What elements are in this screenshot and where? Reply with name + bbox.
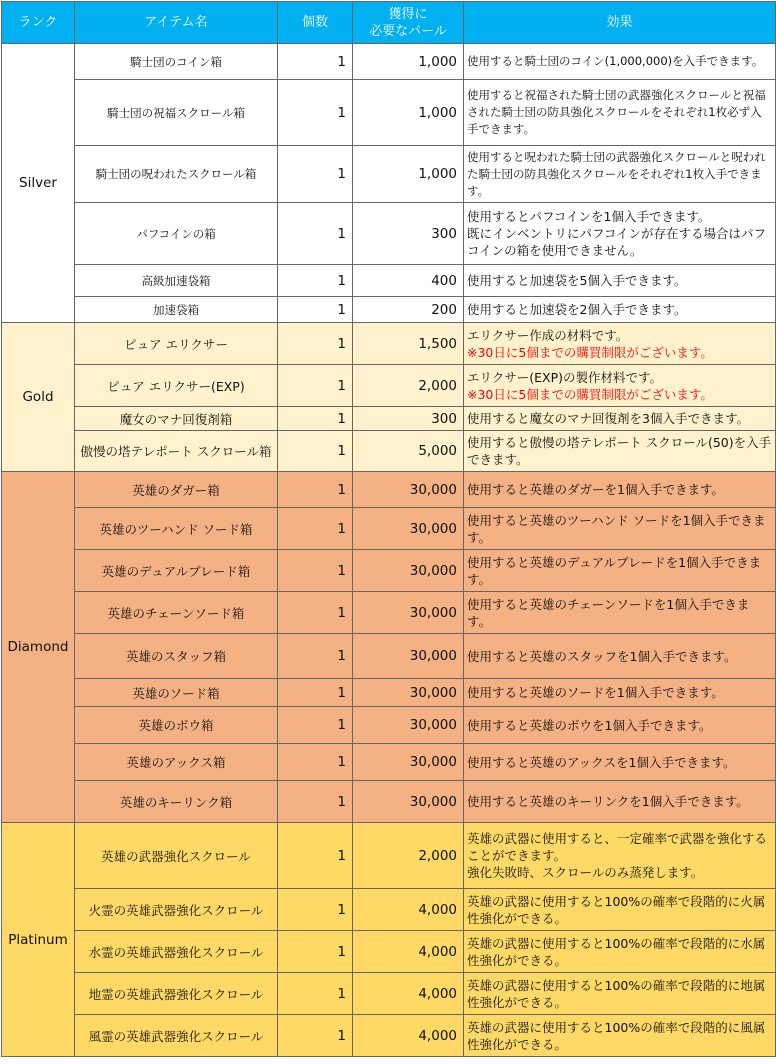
table-row <box>2 973 776 1015</box>
item-pearl: 30,000 <box>353 508 464 550</box>
table-row <box>2 889 776 931</box>
item-count: 1 <box>278 707 353 744</box>
table-row <box>2 407 776 431</box>
table-row <box>2 931 776 973</box>
item-pearl: 30,000 <box>353 707 464 744</box>
item-count: 1 <box>278 323 353 365</box>
header-row <box>2 2 776 44</box>
item-count: 1 <box>278 44 353 80</box>
item-count: 1 <box>278 407 353 431</box>
pearl-exchange-table <box>1 1 776 1057</box>
header-pearl <box>353 2 464 44</box>
item-name: ピュア エリクサー <box>75 323 278 365</box>
effect-line: 強化失敗時、スクロールのみ蒸発します。 <box>467 865 704 880</box>
item-count: 1 <box>278 823 353 889</box>
item-name: 加速袋箱 <box>75 297 278 323</box>
item-pearl: 300 <box>353 407 464 431</box>
item-pearl: 5,000 <box>353 431 464 472</box>
item-count: 1 <box>278 265 353 297</box>
item-name: 英雄のチェーンソード箱 <box>75 592 278 634</box>
item-effect: 英雄の武器に使用すると100%の確率で段階的に水属性強化ができる。 <box>464 931 776 973</box>
rank-platinum: Platinum <box>2 823 75 1057</box>
item-count: 1 <box>278 203 353 265</box>
item-count: 1 <box>278 744 353 781</box>
item-count: 1 <box>278 472 353 508</box>
item-pearl: 1,000 <box>353 44 464 80</box>
table-row <box>2 80 776 146</box>
item-name: 英雄の武器強化スクロール <box>75 823 278 889</box>
table-row <box>2 1015 776 1057</box>
rank-gold: Gold <box>2 323 75 472</box>
rank-diamond: Diamond <box>2 472 75 823</box>
table-row <box>2 365 776 407</box>
item-pearl: 4,000 <box>353 931 464 973</box>
item-effect: 使用すると英雄のソードを1個入手できます。 <box>464 679 776 707</box>
item-name: 英雄のボウ箱 <box>75 707 278 744</box>
item-pearl: 30,000 <box>353 592 464 634</box>
table-row <box>2 707 776 744</box>
effect-line: 使用するとパフコインを1個入手できます。 <box>467 209 711 224</box>
item-pearl: 1,000 <box>353 80 464 146</box>
effect-line: エリクサー作成の材料です。 <box>467 327 629 343</box>
item-name: 水霊の英雄武器強化スクロール <box>75 931 278 973</box>
item-name: 高級加速袋箱 <box>75 265 278 297</box>
table-row <box>2 44 776 80</box>
item-pearl: 400 <box>353 265 464 297</box>
header-pearl-line2: 必要なパール <box>369 23 447 39</box>
item-effect: 使用すると英雄のデュアルブレードを1個入手できます。 <box>464 550 776 592</box>
table-row <box>2 508 776 550</box>
table-row <box>2 634 776 679</box>
item-effect <box>464 203 776 265</box>
table-row <box>2 823 776 889</box>
item-effect: 使用すると魔女のマナ回復剤を3個入手できます。 <box>464 407 776 431</box>
item-effect <box>464 823 776 889</box>
purchase-limit-note: ※30日に5個までの購買制限がございます。 <box>467 386 713 402</box>
item-count: 1 <box>278 634 353 679</box>
item-count: 1 <box>278 431 353 472</box>
item-count: 1 <box>278 679 353 707</box>
effect-line: 英雄の武器に使用すると、一定確率で武器を強化することができます。 <box>467 831 768 863</box>
item-effect: 使用すると加速袋を5個入手できます。 <box>464 265 776 297</box>
item-name: 風霊の英雄武器強化スクロール <box>75 1015 278 1057</box>
item-name: 英雄のキーリンク箱 <box>75 781 278 823</box>
item-pearl: 2,000 <box>353 823 464 889</box>
item-pearl: 30,000 <box>353 744 464 781</box>
table-row <box>2 550 776 592</box>
item-name: 傲慢の塔テレポート スクロール箱 <box>75 431 278 472</box>
item-count: 1 <box>278 889 353 931</box>
item-pearl: 2,000 <box>353 365 464 407</box>
item-effect: 英雄の武器に使用すると100%の確率で段階的に風属性強化ができる。 <box>464 1015 776 1057</box>
item-pearl: 300 <box>353 203 464 265</box>
item-count: 1 <box>278 781 353 823</box>
item-effect: 使用すると呪われた騎士団の武器強化スクロールと呪われた騎士団の防具強化スクロールをそれぞれ1枚入手できます。 <box>464 146 776 203</box>
item-name: 英雄のスタッフ箱 <box>75 634 278 679</box>
table-row <box>2 265 776 297</box>
item-effect: 使用すると英雄のチェーンソードを1個入手できます。 <box>464 592 776 634</box>
item-pearl: 4,000 <box>353 889 464 931</box>
item-pearl: 4,000 <box>353 973 464 1015</box>
item-pearl: 1,500 <box>353 323 464 365</box>
item-count: 1 <box>278 297 353 323</box>
item-pearl: 200 <box>353 297 464 323</box>
item-effect: 使用すると騎士団のコイン(1,000,000)を入手できます。 <box>464 44 776 80</box>
header-rank: ランク <box>2 2 75 44</box>
header-count: 個数 <box>278 2 353 44</box>
effect-line: 既にインベントリにパフコインが存在する場合はパフコインの箱を使用できません。 <box>467 226 767 258</box>
table-row <box>2 203 776 265</box>
item-count: 1 <box>278 365 353 407</box>
item-pearl: 4,000 <box>353 1015 464 1057</box>
item-name: 英雄のデュアルブレード箱 <box>75 550 278 592</box>
item-name: 騎士団のコイン箱 <box>75 44 278 80</box>
item-pearl: 30,000 <box>353 781 464 823</box>
item-name: ピュア エリクサー(EXP) <box>75 365 278 407</box>
item-name: 火霊の英雄武器強化スクロール <box>75 889 278 931</box>
item-effect <box>464 365 776 407</box>
effect-line: エリクサー(EXP)の製作材料です。 <box>467 369 663 385</box>
item-name: 英雄のアックス箱 <box>75 744 278 781</box>
item-effect: 使用すると英雄のスタッフを1個入手できます。 <box>464 634 776 679</box>
item-effect: 使用すると英雄のダガーを1個入手できます。 <box>464 472 776 508</box>
item-pearl: 1,000 <box>353 146 464 203</box>
item-effect: 使用すると加速袋を2個入手できます。 <box>464 297 776 323</box>
table-row <box>2 679 776 707</box>
item-name: 英雄のダガー箱 <box>75 472 278 508</box>
table-row <box>2 297 776 323</box>
item-pearl: 30,000 <box>353 679 464 707</box>
header-item: アイテム名 <box>75 2 278 44</box>
item-count: 1 <box>278 1015 353 1057</box>
header-effect: 効果 <box>464 2 776 44</box>
item-name: パフコインの箱 <box>75 203 278 265</box>
item-name: 英雄のツーハンド ソード箱 <box>75 508 278 550</box>
item-pearl: 30,000 <box>353 550 464 592</box>
item-effect: 英雄の武器に使用すると100%の確率で段階的に地属性強化ができる。 <box>464 973 776 1015</box>
purchase-limit-note: ※30日に5個までの購買制限がございます。 <box>467 344 713 360</box>
table-row <box>2 146 776 203</box>
item-effect: 使用すると英雄のアックスを1個入手できます。 <box>464 744 776 781</box>
table-row <box>2 472 776 508</box>
item-pearl: 30,000 <box>353 472 464 508</box>
item-name: 騎士団の呪われたスクロール箱 <box>75 146 278 203</box>
item-count: 1 <box>278 80 353 146</box>
item-effect: 使用すると傲慢の塔テレポート スクロール(50)を入手できます。 <box>464 431 776 472</box>
table-row <box>2 323 776 365</box>
table-row <box>2 744 776 781</box>
item-effect: 使用すると祝福された騎士団の武器強化スクロールと祝福された騎士団の防具強化スクロールをそれぞれ1枚必ず入手できます。 <box>464 80 776 146</box>
item-effect: 使用すると英雄のツーハンド ソードを1個入手できます。 <box>464 508 776 550</box>
table-row <box>2 592 776 634</box>
item-count: 1 <box>278 146 353 203</box>
item-effect <box>464 323 776 365</box>
item-count: 1 <box>278 931 353 973</box>
item-count: 1 <box>278 508 353 550</box>
item-name: 英雄のソード箱 <box>75 679 278 707</box>
item-effect: 使用すると英雄のボウを1個入手できます。 <box>464 707 776 744</box>
item-pearl: 30,000 <box>353 634 464 679</box>
rank-silver: Silver <box>2 44 75 323</box>
item-name: 騎士団の祝福スクロール箱 <box>75 80 278 146</box>
item-count: 1 <box>278 550 353 592</box>
item-effect: 使用すると英雄のキーリンクを1個入手できます。 <box>464 781 776 823</box>
item-name: 地霊の英雄武器強化スクロール <box>75 973 278 1015</box>
item-effect: 英雄の武器に使用すると100%の確率で段階的に火属性強化ができる。 <box>464 889 776 931</box>
item-count: 1 <box>278 973 353 1015</box>
header-pearl-line1: 獲得に <box>388 6 428 22</box>
table-row <box>2 781 776 823</box>
item-count: 1 <box>278 592 353 634</box>
item-name: 魔女のマナ回復剤箱 <box>75 407 278 431</box>
table-row <box>2 431 776 472</box>
